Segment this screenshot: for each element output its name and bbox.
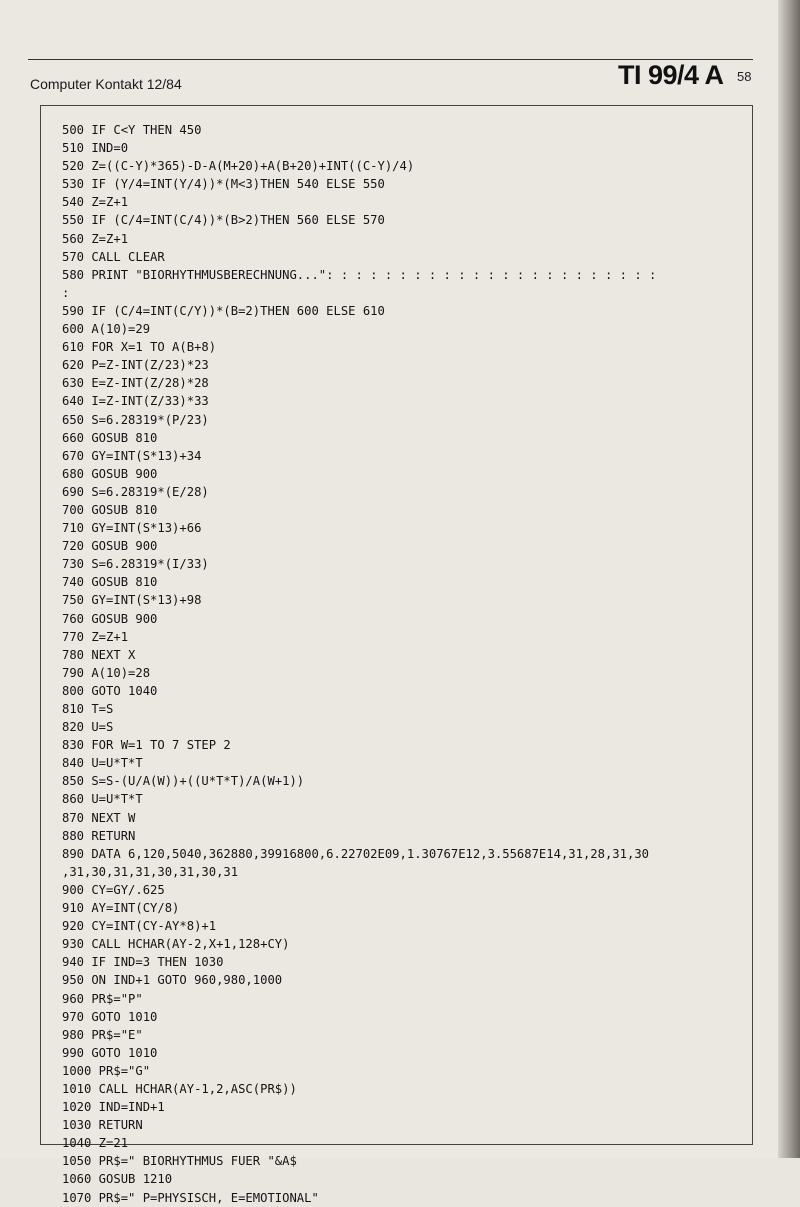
program-listing [62, 121, 656, 1207]
code-line: 590 IF (C/4=INT(C/Y))*(B=2)THEN 600 ELSE 610 [62, 303, 385, 318]
code-line: 560 Z=Z+1 [62, 231, 129, 246]
code-line: 520 Z=((C-Y)*365)-D-A(M+20)+A(B+20)+INT((C-Y)/4) [62, 159, 415, 174]
code-line: : [62, 285, 70, 300]
code-line: ,31,30,31,31,30,31,30,31 [62, 864, 239, 879]
code-line: 530 IF (Y/4=INT(Y/4))*(M<3)THEN 540 ELSE 550 [62, 177, 385, 192]
code-line: 850 S=S-(U/A(W))+((U*T*T)/A(W+1)) [62, 774, 305, 789]
code-line: 980 PR$="E" [62, 1027, 143, 1042]
code-line: 930 CALL HCHAR(AY-2,X+1,128+CY) [62, 937, 290, 952]
code-line: 800 GOTO 1040 [62, 683, 158, 698]
code-line: 870 NEXT W [62, 810, 136, 825]
code-line: 660 GOSUB 810 [62, 430, 158, 445]
code-line: 790 A(10)=28 [62, 665, 151, 680]
code-line: 830 FOR W=1 TO 7 STEP 2 [62, 738, 231, 753]
code-line: 630 E=Z-INT(Z/28)*28 [62, 376, 209, 391]
code-line: 640 I=Z-INT(Z/33)*33 [62, 394, 209, 409]
code-line: 680 GOSUB 900 [62, 466, 158, 481]
code-line: 860 U=U*T*T [62, 792, 143, 807]
code-line: 580 PRINT "BIORHYTHMUSBERECHNUNG...": : : : : : : : : : : : : : : : : : : : : : : [62, 267, 657, 282]
code-line: 750 GY=INT(S*13)+98 [62, 593, 202, 608]
code-line: 1060 GOSUB 1210 [62, 1172, 173, 1187]
code-line: 940 IF IND=3 THEN 1030 [62, 955, 224, 970]
code-line: 920 CY=INT(CY-AY*8)+1 [62, 919, 217, 934]
code-line: 1040 Z=21 [62, 1136, 129, 1151]
code-line: 1030 RETURN [62, 1118, 143, 1133]
code-line: 600 A(10)=29 [62, 322, 151, 337]
code-line: 550 IF (C/4=INT(C/4))*(B>2)THEN 560 ELSE 570 [62, 213, 385, 228]
code-line: 840 U=U*T*T [62, 756, 143, 771]
code-line: 570 CALL CLEAR [62, 249, 165, 264]
page-binding-shadow [778, 0, 800, 1158]
code-line: 970 GOTO 1010 [62, 1009, 158, 1024]
code-line: 880 RETURN [62, 828, 136, 843]
code-line: 720 GOSUB 900 [62, 539, 158, 554]
code-line: 670 GY=INT(S*13)+34 [62, 448, 202, 463]
program-listing-box [40, 105, 753, 1205]
code-line: 710 GY=INT(S*13)+66 [62, 521, 202, 536]
code-line: 1000 PR$="G" [62, 1063, 151, 1078]
code-line: 820 U=S [62, 720, 114, 735]
code-line: 690 S=6.28319*(E/28) [62, 484, 209, 499]
code-line: 1010 CALL HCHAR(AY-1,2,ASC(PR$)) [62, 1081, 297, 1096]
code-line: 770 Z=Z+1 [62, 629, 129, 644]
code-line: 500 IF C<Y THEN 450 [62, 123, 202, 137]
code-line: 700 GOSUB 810 [62, 502, 158, 517]
code-line: 810 T=S [62, 702, 114, 716]
code-line: 620 P=Z-INT(Z/23)*23 [62, 358, 209, 373]
code-line: 900 CY=GY/.625 [62, 882, 165, 897]
code-line: 610 FOR X=1 TO A(B+8) [62, 340, 217, 355]
code-line: 960 PR$="P" [62, 991, 143, 1006]
code-line: 890 DATA 6,120,5040,362880,39916800,6.22702E09,1.30767E12,3.55687E14,31,28,31,30 [62, 846, 649, 861]
page-number: 58 [737, 69, 752, 84]
code-line: 510 IND=0 [62, 141, 129, 156]
code-line: 760 GOSUB 900 [62, 611, 158, 626]
code-line: 950 ON IND+1 GOTO 960,980,1000 [62, 973, 283, 988]
magazine-issue: Computer Kontakt 12/84 [30, 76, 182, 92]
code-line: 1020 IND=IND+1 [62, 1100, 165, 1115]
code-line: 730 S=6.28319*(I/33) [62, 557, 209, 572]
code-line: 740 GOSUB 810 [62, 575, 158, 590]
code-line: 650 S=6.28319*(P/23) [62, 412, 209, 427]
section-title: TI 99/4 A [618, 60, 724, 90]
code-line: 1050 PR$=" BIORHYTHMUS FUER "&A$ [62, 1154, 297, 1169]
code-line: 1070 PR$=" P=PHYSISCH, E=EMOTIONAL" [62, 1190, 319, 1205]
code-line: 780 NEXT X [62, 647, 136, 662]
code-line: 990 GOTO 1010 [62, 1045, 158, 1060]
code-line: 910 AY=INT(CY/8) [62, 901, 180, 916]
code-line: 540 Z=Z+1 [62, 195, 129, 210]
